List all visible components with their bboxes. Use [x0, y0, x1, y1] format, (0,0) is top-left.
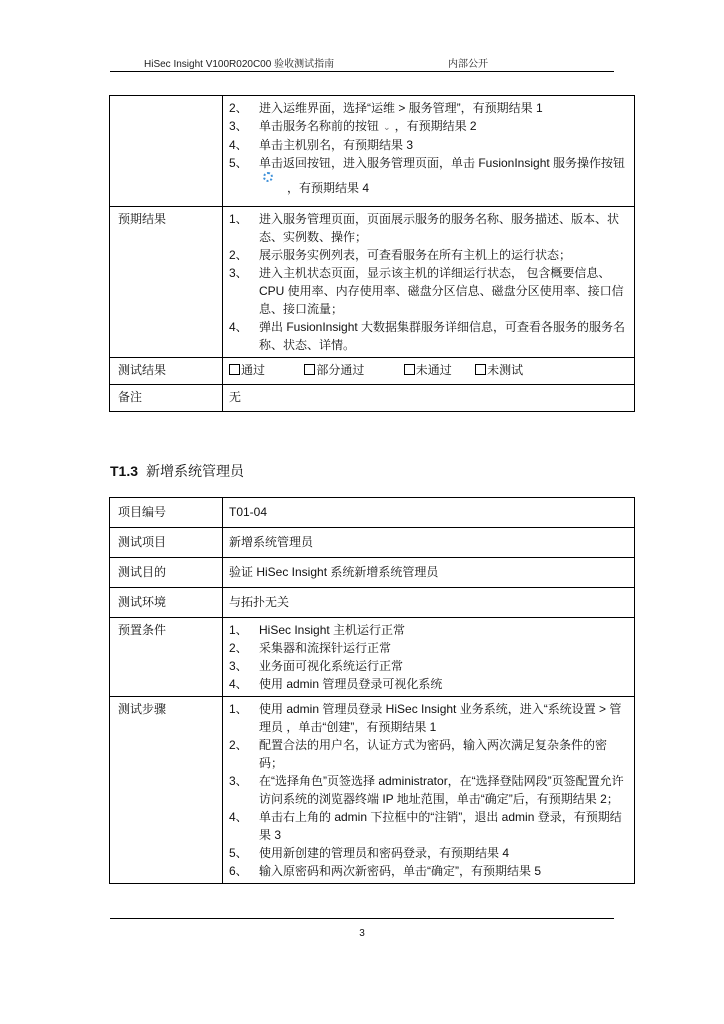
- item-number: 2、: [229, 248, 248, 262]
- item-number: 4、: [229, 320, 248, 334]
- item-text: 单击右上角的 admin 下拉框中的“注销”，退出 admin 登录，有预期结果 3: [259, 810, 622, 842]
- item-number: 3、: [229, 774, 248, 788]
- list-item: [229, 246, 628, 264]
- section-heading: [110, 461, 244, 481]
- test-case-table-continued: [109, 95, 635, 412]
- item-text: HiSec Insight 主机运行正常: [259, 623, 406, 637]
- list-item: [229, 772, 628, 808]
- item-text: 展示服务实例列表，可查看服务在所有主机上的运行状态；: [259, 248, 572, 262]
- item-number: 3、: [229, 266, 248, 280]
- item-number: 2、: [229, 101, 248, 115]
- table-row: [110, 588, 635, 618]
- item-text: 业务面可视化系统运行正常: [259, 659, 404, 673]
- list-item: [229, 639, 628, 657]
- item-text: 使用 admin 管理员登录 HiSec Insight 业务系统，进入“系统设置 > 管理员 ，单击“创建”，有预期结果 1: [259, 702, 622, 734]
- steps-list: [229, 99, 628, 197]
- item-number: 1、: [229, 702, 248, 716]
- item-text: 进入服务管理页面，页面展示服务的服务名称、服务描述、版本、状态、实例数、操作；: [259, 212, 620, 244]
- expected-list: [229, 210, 628, 354]
- item-number: 5、: [229, 846, 248, 860]
- item-number: 4、: [229, 677, 248, 691]
- list-item: [229, 318, 628, 354]
- list-item: [229, 99, 628, 117]
- item-number: 3、: [229, 119, 248, 133]
- item-number: 4、: [229, 810, 248, 824]
- steps-list: [229, 700, 628, 880]
- option-label: 部分通过: [316, 363, 365, 377]
- list-item: [229, 736, 628, 772]
- list-item: [229, 264, 628, 318]
- list-item: [229, 700, 628, 736]
- item-text: 弹出 FusionInsight 大数据集群服务详细信息，可查看各服务的服务名称、状态、详情。: [259, 320, 626, 352]
- id-label: 项目编号: [110, 498, 223, 528]
- list-item: [229, 808, 628, 844]
- steps-label-cell: [110, 96, 223, 207]
- table-row-steps: [110, 96, 635, 207]
- env-label: 测试环境: [110, 588, 223, 618]
- item-label: 测试项目: [110, 528, 223, 558]
- header-doc-title: HiSec Insight V100R020C00 验收测试指南: [144, 59, 335, 70]
- item-text: 进入运维界面，选择“运维 > 服务管理”，有预期结果 1: [259, 101, 543, 115]
- test-case-table: [109, 497, 635, 884]
- precondition-label: 预置条件: [110, 618, 223, 697]
- result-label: 测试结果: [110, 358, 223, 385]
- table-row-expected: [110, 207, 635, 358]
- checkbox-icon: [304, 364, 315, 375]
- expected-cell: [223, 207, 635, 358]
- item-value: 新增系统管理员: [223, 528, 635, 558]
- list-item: [229, 210, 628, 246]
- item-text: 在“选择角色”页签选择 administrator，在“选择登陆网段”页签配置允许访问系统的浏览器终端 IP 地址范围，单击“确定”后，有预期结果 2；: [259, 774, 624, 806]
- purpose-label: 测试目的: [110, 558, 223, 588]
- checkbox-icon: [229, 364, 240, 375]
- item-text-tail: ，有预期结果 2: [394, 119, 477, 133]
- item-text: 输入原密码和两次新密码，单击“确定”，有预期结果 5: [259, 864, 542, 878]
- precondition-list: [229, 621, 628, 693]
- header-rule: [110, 71, 614, 72]
- table-row: [110, 498, 635, 528]
- result-option-pass[interactable]: [229, 363, 265, 377]
- list-item: [229, 621, 628, 639]
- item-text: 单击主机别名，有预期结果 3: [259, 138, 414, 152]
- chevron-down-icon: ⌄: [383, 122, 391, 132]
- item-number: 3、: [229, 659, 248, 673]
- item-number: 4、: [229, 138, 248, 152]
- item-number: 1、: [229, 212, 248, 226]
- item-number: 1、: [229, 623, 248, 637]
- item-text: 采集器和流探针运行正常: [259, 641, 392, 655]
- result-cell: [223, 358, 635, 385]
- checkbox-icon: [475, 364, 486, 375]
- note-value: 无: [223, 385, 635, 412]
- table-row-result: [110, 358, 635, 385]
- gear-icon: [263, 172, 273, 182]
- header-classification: 内部公开: [448, 59, 488, 70]
- table-row: [110, 697, 635, 884]
- item-number: 2、: [229, 738, 248, 752]
- item-text-tail: ，有预期结果 4: [287, 181, 370, 195]
- item-text: 进入主机状态页面，显示该主机的详细运行状态， 包含概要信息、CPU 使用率、内存使用率、磁盘分区信息、磁盘分区使用率、接口信息、接口流量；: [259, 266, 624, 316]
- steps-label: 测试步骤: [110, 697, 223, 884]
- list-item: [229, 154, 628, 197]
- item-text: 使用新创建的管理员和密码登录，有预期结果 4: [259, 846, 510, 860]
- note-label: 备注: [110, 385, 223, 412]
- table-row: [110, 528, 635, 558]
- table-row: [110, 618, 635, 697]
- item-text: 使用 admin 管理员登录可视化系统: [259, 677, 443, 691]
- table-row: [110, 558, 635, 588]
- list-item: [229, 844, 628, 862]
- item-text: 单击返回按钮，进入服务管理页面，单击 FusionInsight 服务操作按钮: [259, 156, 626, 170]
- result-option-fail[interactable]: [404, 363, 452, 377]
- list-item: [229, 117, 628, 136]
- option-label: 未测试: [487, 363, 524, 377]
- item-text: 配置合法的用户名，认证方式为密码，输入两次满足复杂条件的密码；: [259, 738, 608, 770]
- list-item: [229, 136, 628, 154]
- env-value: 与拓扑无关: [223, 588, 635, 618]
- id-value: T01-04: [223, 498, 635, 528]
- expected-label: 预期结果: [110, 207, 223, 358]
- page-number: 3: [359, 928, 365, 939]
- precondition-cell: [223, 618, 635, 697]
- item-number: 6、: [229, 864, 248, 878]
- list-item: [229, 862, 628, 880]
- section-number: T1.3: [110, 463, 139, 479]
- checkbox-icon: [404, 364, 415, 375]
- option-label: 未通过: [415, 363, 452, 377]
- list-item: [229, 657, 628, 675]
- list-item: [229, 675, 628, 693]
- steps-cell: [223, 96, 635, 207]
- result-option-untested[interactable]: [475, 363, 523, 377]
- purpose-value: 验证 HiSec Insight 系统新增系统管理员: [223, 558, 635, 588]
- option-label: 通过: [241, 363, 266, 377]
- item-number: 5、: [229, 156, 248, 170]
- table-row-note: [110, 385, 635, 412]
- steps-cell: [223, 697, 635, 884]
- section-title: 新增系统管理员: [146, 463, 245, 479]
- footer-rule: [110, 918, 614, 919]
- item-number: 2、: [229, 641, 248, 655]
- item-text: 单击服务名称前的按钮: [259, 119, 380, 133]
- result-option-partial[interactable]: [304, 363, 364, 377]
